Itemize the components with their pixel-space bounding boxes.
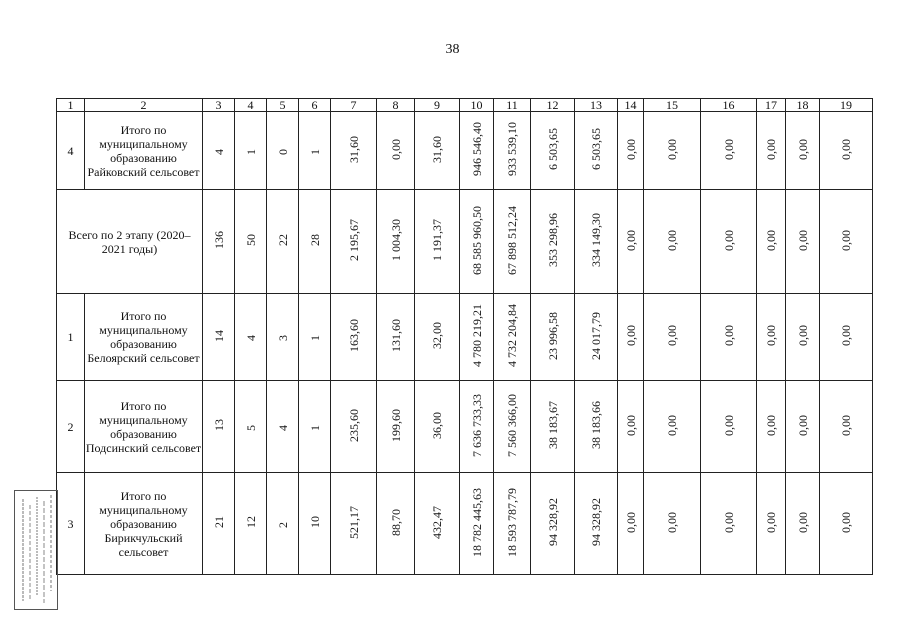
value-cell: 334 149,30 — [575, 190, 618, 294]
municipality-name: Итого по муниципальному образованию Подсинский сельсовет — [85, 381, 203, 473]
value-cell: 4 780 219,21 — [460, 294, 494, 381]
value-cell: 946 546,40 — [460, 112, 494, 190]
column-number: 5 — [267, 99, 299, 112]
value-cell: 1 — [299, 381, 331, 473]
value-cell: 32,00 — [415, 294, 460, 381]
value-cell: 0,00 — [701, 381, 757, 473]
value-cell: 933 539,10 — [494, 112, 531, 190]
value-cell: 36,00 — [415, 381, 460, 473]
value-cell: 0,00 — [757, 190, 786, 294]
value-cell: 0,00 — [618, 473, 644, 575]
value-cell: 0,00 — [701, 294, 757, 381]
value-cell: 1 191,37 — [415, 190, 460, 294]
column-number: 2 — [85, 99, 203, 112]
value-cell: 88,70 — [377, 473, 415, 575]
column-number: 13 — [575, 99, 618, 112]
value-cell: 353 298,96 — [531, 190, 575, 294]
value-cell: 38 183,66 — [575, 381, 618, 473]
value-cell: 0,00 — [644, 112, 701, 190]
value-cell: 432,47 — [415, 473, 460, 575]
value-cell: 2 — [267, 473, 299, 575]
column-number: 10 — [460, 99, 494, 112]
value-cell: 5 — [235, 381, 267, 473]
column-number-row — [57, 99, 873, 112]
value-cell: 0,00 — [757, 294, 786, 381]
value-cell: 0,00 — [644, 381, 701, 473]
page-number: 38 — [445, 42, 460, 57]
value-cell: 0,00 — [820, 190, 873, 294]
value-cell: 1 — [235, 112, 267, 190]
value-cell: 50 — [235, 190, 267, 294]
report-table — [56, 98, 873, 575]
value-cell: 3 — [267, 294, 299, 381]
value-cell: 0,00 — [757, 473, 786, 575]
column-number: 16 — [701, 99, 757, 112]
column-number: 8 — [377, 99, 415, 112]
column-number: 4 — [235, 99, 267, 112]
column-number: 6 — [299, 99, 331, 112]
value-cell: 4 — [203, 112, 235, 190]
value-cell: 7 636 733,33 — [460, 381, 494, 473]
value-cell: 0,00 — [786, 112, 820, 190]
value-cell: 94 328,92 — [575, 473, 618, 575]
value-cell: 0,00 — [820, 112, 873, 190]
value-cell: 13 — [203, 381, 235, 473]
value-cell: 0,00 — [701, 190, 757, 294]
value-cell: 23 996,58 — [531, 294, 575, 381]
value-cell: 1 — [299, 112, 331, 190]
stamp-lines-icon — [15, 491, 57, 609]
value-cell: 2 195,67 — [331, 190, 377, 294]
value-cell: 0,00 — [644, 473, 701, 575]
value-cell: 131,60 — [377, 294, 415, 381]
value-cell: 0,00 — [644, 190, 701, 294]
value-cell: 0,00 — [701, 473, 757, 575]
value-cell: 31,60 — [415, 112, 460, 190]
value-cell: 6 503,65 — [575, 112, 618, 190]
value-cell: 10 — [299, 473, 331, 575]
value-cell: 163,60 — [331, 294, 377, 381]
document-stamp — [14, 490, 58, 610]
value-cell: 199,60 — [377, 381, 415, 473]
column-number: 3 — [203, 99, 235, 112]
column-number: 9 — [415, 99, 460, 112]
column-number: 7 — [331, 99, 377, 112]
value-cell: 1 004,30 — [377, 190, 415, 294]
value-cell: 0,00 — [618, 112, 644, 190]
value-cell: 235,60 — [331, 381, 377, 473]
column-number: 17 — [757, 99, 786, 112]
value-cell: 94 328,92 — [531, 473, 575, 575]
value-cell: 7 560 366,00 — [494, 381, 531, 473]
value-cell: 0,00 — [618, 190, 644, 294]
value-cell: 0,00 — [377, 112, 415, 190]
value-cell: 4 — [267, 381, 299, 473]
value-cell: 14 — [203, 294, 235, 381]
column-number: 15 — [644, 99, 701, 112]
value-cell: 18 593 787,79 — [494, 473, 531, 575]
municipality-name: Итого по муниципальному образованию Белоярский сельсовет — [85, 294, 203, 381]
table-row — [57, 294, 873, 381]
value-cell: 22 — [267, 190, 299, 294]
column-number: 18 — [786, 99, 820, 112]
value-cell: 136 — [203, 190, 235, 294]
value-cell: 521,17 — [331, 473, 377, 575]
value-cell: 1 — [299, 294, 331, 381]
value-cell: 28 — [299, 190, 331, 294]
value-cell: 0,00 — [820, 294, 873, 381]
value-cell: 0,00 — [786, 381, 820, 473]
value-cell: 21 — [203, 473, 235, 575]
column-number: 12 — [531, 99, 575, 112]
value-cell: 0,00 — [757, 112, 786, 190]
table-row — [57, 381, 873, 473]
value-cell: 4 732 204,84 — [494, 294, 531, 381]
value-cell: 0,00 — [820, 473, 873, 575]
value-cell: 4 — [235, 294, 267, 381]
value-cell: 0,00 — [786, 294, 820, 381]
column-number: 14 — [618, 99, 644, 112]
row-number: 1 — [57, 294, 85, 381]
table-row — [57, 473, 873, 575]
table-body — [57, 99, 873, 575]
value-cell: 12 — [235, 473, 267, 575]
value-cell: 0,00 — [618, 381, 644, 473]
value-cell: 31,60 — [331, 112, 377, 190]
row-number: 3 — [57, 473, 85, 575]
value-cell: 67 898 512,24 — [494, 190, 531, 294]
value-cell: 6 503,65 — [531, 112, 575, 190]
value-cell: 0,00 — [618, 294, 644, 381]
municipality-name: Итого по муниципальному образованию Бирикчульский сельсовет — [85, 473, 203, 575]
column-number: 19 — [820, 99, 873, 112]
value-cell: 24 017,79 — [575, 294, 618, 381]
row-number: 4 — [57, 112, 85, 190]
value-cell: 38 183,67 — [531, 381, 575, 473]
value-cell: 18 782 445,63 — [460, 473, 494, 575]
value-cell: 0,00 — [820, 381, 873, 473]
table-row — [57, 112, 873, 190]
value-cell: 68 585 960,50 — [460, 190, 494, 294]
value-cell: 0,00 — [757, 381, 786, 473]
municipality-name: Итого по муниципальному образованию Райковский сельсовет — [85, 112, 203, 190]
stage-total-label: Всего по 2 этапу (2020–2021 годы) — [57, 190, 203, 294]
value-cell: 0,00 — [786, 190, 820, 294]
stage-total-row — [57, 190, 873, 294]
value-cell: 0 — [267, 112, 299, 190]
row-number: 2 — [57, 381, 85, 473]
value-cell: 0,00 — [644, 294, 701, 381]
column-number: 1 — [57, 99, 85, 112]
value-cell: 0,00 — [701, 112, 757, 190]
value-cell: 0,00 — [786, 473, 820, 575]
column-number: 11 — [494, 99, 531, 112]
